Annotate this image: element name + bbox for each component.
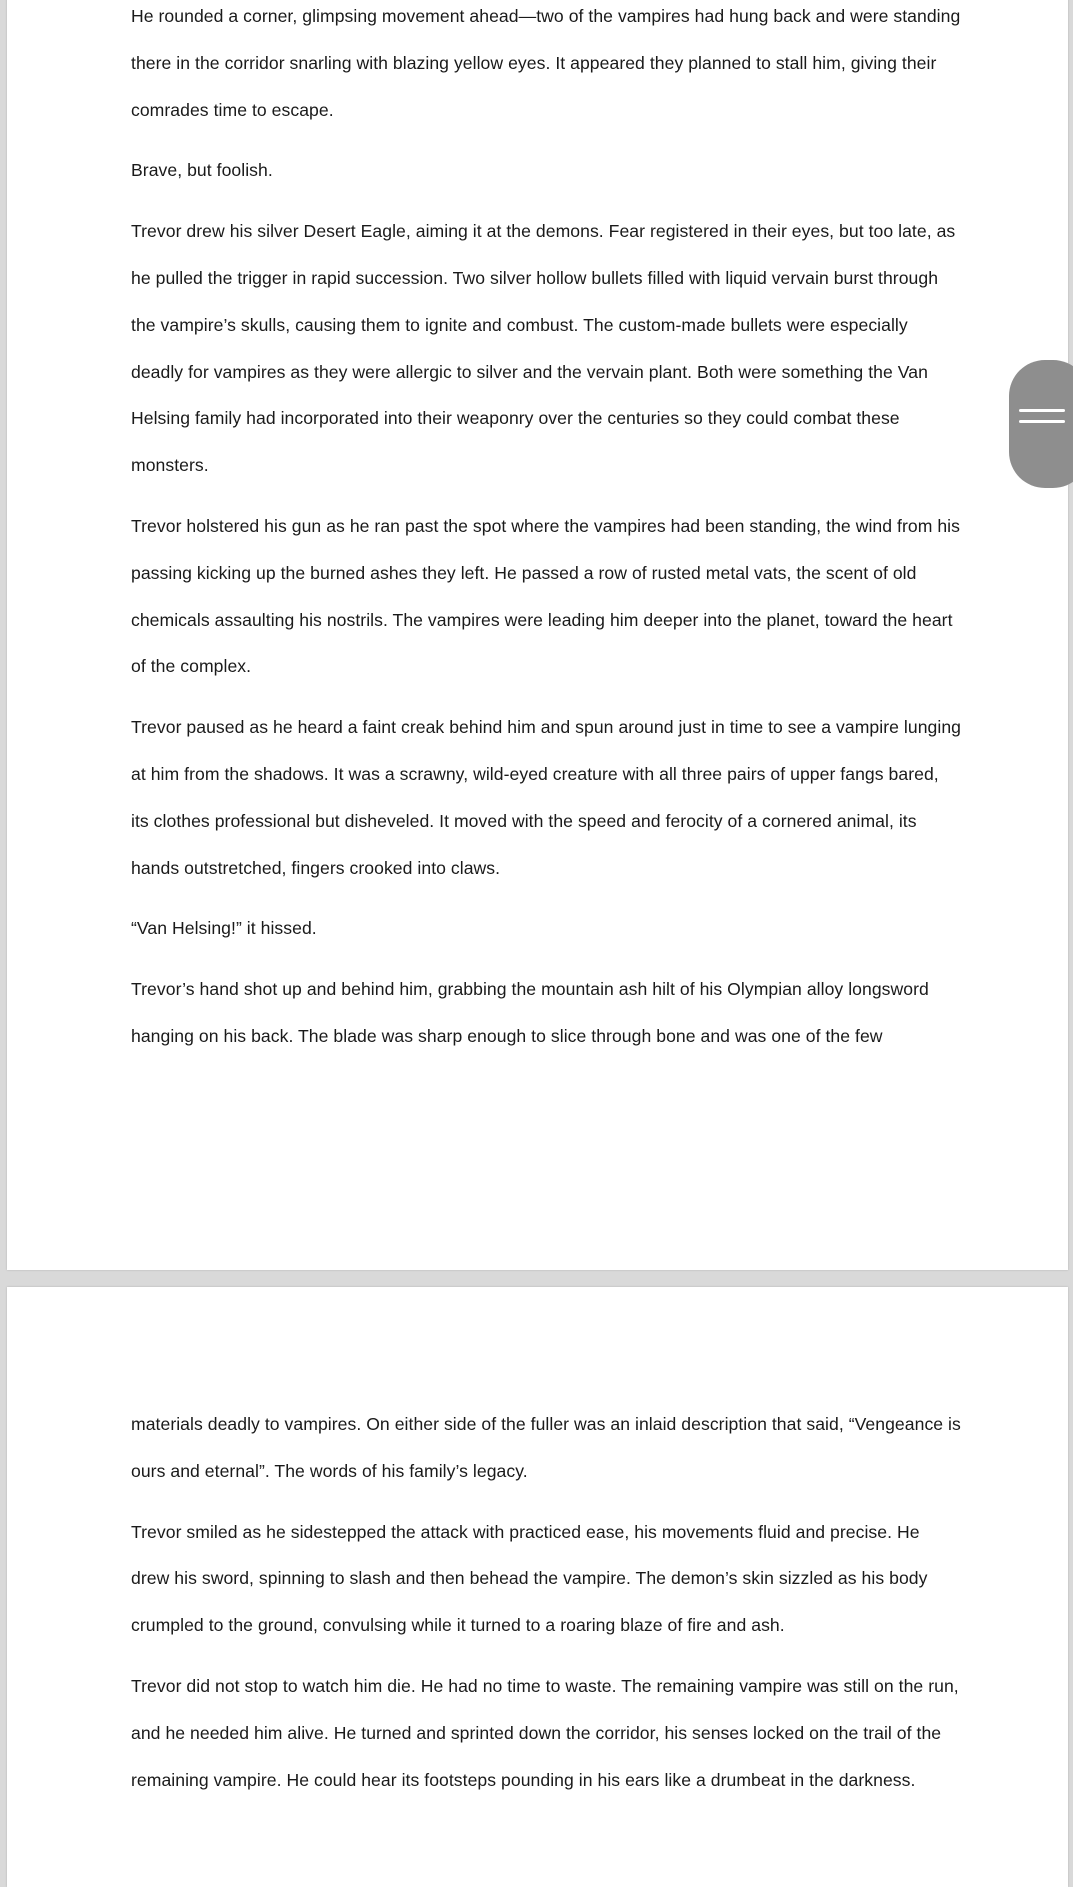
paragraph: “Van Helsing!” it hissed. [131, 918, 317, 939]
paragraph: Trevor’s hand shot up and behind him, grabbing the mountain ash hilt of his Olympian alloy longsword hanging on his back. The blade was sharp enough to slice through bone and was one of the few [131, 979, 929, 1046]
document-page-1 [7, 0, 1068, 1270]
scroll-handle[interactable] [1009, 360, 1073, 488]
paragraph: Trevor paused as he heard a faint creak behind him and spun around just in time to see a vampire lunging at him from the shadows. It was a scrawny, wild-eyed creature with all three pairs of upper fangs bared, its clothes professional but disheveled. It moved with the speed and ferocity of a cornered animal, its hands outstretched, fingers crooked into claws. [131, 717, 961, 878]
paragraph: Trevor did not stop to watch him die. He had no time to waste. The remaining vampire was still on the run, and he needed him alive. He turned and sprinted down the corridor, his senses locked on the trail of the remaining vampire. He could hear its footsteps pounding in his ears like a drumbeat in the darkness. [131, 1675, 959, 1790]
paragraph: He rounded a corner, glimpsing movement ahead—two of the vampires had hung back and were standing there in the corridor snarling with blazing yellow eyes. It appeared they planned to stall him, giving their comrades time to escape. [131, 6, 961, 120]
paragraph: Trevor holstered his gun as he ran past the spot where the vampires had been standing, the wind from his passing kicking up the burned ashes they left. He passed a row of rusted metal vats, the scent of old chemicals assaulting his nostrils. The vampires were leading him deeper into the planet, toward the heart of the complex. [131, 515, 960, 677]
paragraph: Trevor smiled as he sidestepped the attack with practiced ease, his movements fluid and precise. He drew his sword, spinning to slash and then behead the vampire. The demon’s skin sizzled as his body crumpled to the ground, convulsing while it turned to a roaring blaze of fire and ash. [131, 1521, 928, 1636]
page-2-text [131, 1401, 961, 1817]
grip-lines-icon [1019, 409, 1065, 437]
page-1-text [131, 0, 961, 1074]
paragraph: materials deadly to vampires. On either side of the fuller was an inlaid description that said, “Vengeance is ours and eternal”. The words of his family’s legacy. [131, 1414, 961, 1481]
document-page-2 [7, 1287, 1068, 1887]
paragraph: Trevor drew his silver Desert Eagle, aiming it at the demons. Fear registered in their eyes, but too late, as he pulled the trigger in rapid succession. Two silver hollow bullets filled with liquid vervain burst through the vampire’s skulls, causing them to ignite and combust. The custom-made bullets were especially deadly for vampires as they were allergic to silver and the vervain plant. Both were something the Van Helsing family had incorporated into their weaponry over the centuries so they could combat these monsters. [131, 221, 956, 476]
paragraph: Brave, but foolish. [131, 160, 273, 181]
